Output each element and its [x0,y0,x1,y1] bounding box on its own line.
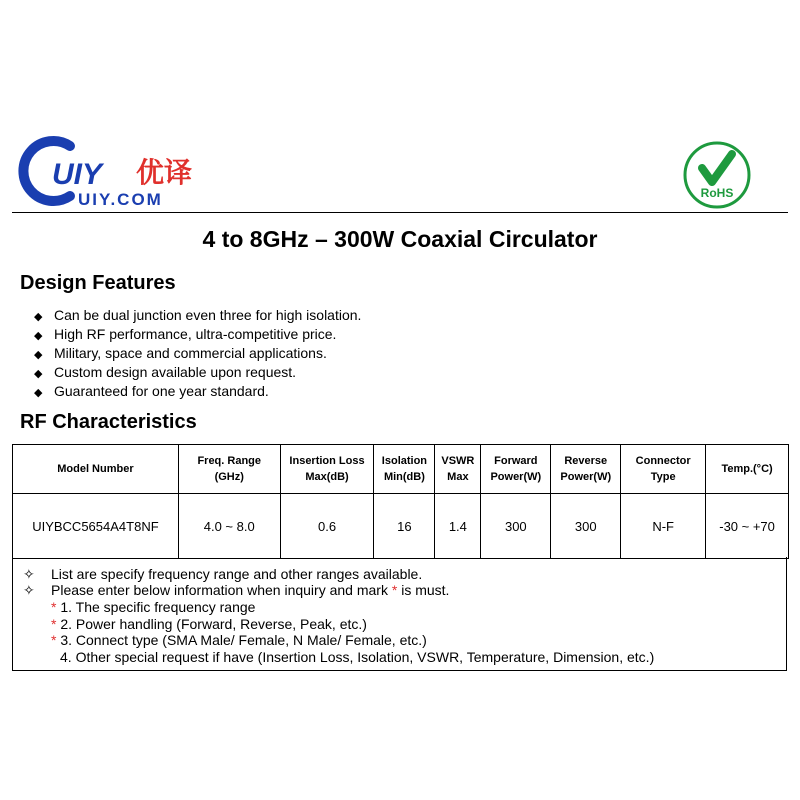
header-divider [12,212,788,213]
note-item: * 2. Power handling (Forward, Reverse, Peak, etc.) [51,616,367,632]
note-line: Please enter below information when inquiry and mark * is must. [51,582,450,598]
cell-reverse-power: 300 [551,494,621,559]
list-item: ◆ Guaranteed for one year standard. [34,382,361,401]
cell-freq-range: 4.0 ~ 8.0 [178,494,280,559]
diamond-bullet-icon: ◆ [34,368,43,380]
table-header-row [13,445,789,494]
logo-domain: UIY.COM [78,190,163,209]
rf-characteristics-heading: RF Characteristics [20,411,197,433]
col-model-number: Model Number [13,445,179,494]
cell-isolation: 16 [374,494,435,559]
cell-model-number: UIYBCC5654A4T8NF [13,494,179,559]
note-item: 4. Other special request if have (Insertion Loss, Isolation, VSWR, Temperature, Dimension, etc.) [60,649,655,665]
col-vswr: VSWR Max [435,445,481,494]
diamond-bullet-icon: ◆ [34,349,43,361]
list-item: ◆ Military, space and commercial applications. [34,344,361,363]
sparkle-bullet-icon: ✧ [23,566,35,582]
diamond-bullet-icon: ◆ [34,330,43,342]
diamond-bullet-icon: ◆ [34,311,43,323]
col-temp: Temp.(°C) [706,445,789,494]
uiy-logo [18,128,233,210]
design-features-heading: Design Features [20,272,176,294]
col-freq-range: Freq. Range (GHz) [178,445,280,494]
col-isolation: Isolation Min(dB) [374,445,435,494]
sparkle-bullet-icon: ✧ [23,582,35,598]
required-star: * [51,616,57,632]
list-item: ◆ Can be dual junction even three for high isolation. [34,306,361,325]
cell-forward-power: 300 [481,494,551,559]
logo-brand-latin: UIY [52,158,103,191]
page-title: 4 to 8GHz – 300W Coaxial Circulator [202,226,598,252]
required-star: * [51,632,57,648]
cell-insertion-loss: 0.6 [280,494,374,559]
logo-brand-chinese: 优译 [136,156,193,189]
cell-vswr: 1.4 [435,494,481,559]
required-star: * [51,599,57,615]
rf-characteristics-table [12,444,789,559]
list-item: ◆ High RF performance, ultra-competitive price. [34,325,361,344]
col-reverse-power: Reverse Power(W) [551,445,621,494]
design-features-list [34,306,361,401]
cell-temp: -30 ~ +70 [706,494,789,559]
col-forward-power: Forward Power(W) [481,445,551,494]
diamond-bullet-icon: ◆ [34,387,43,399]
rohs-label: RoHS [700,186,734,200]
col-connector-type: Connector Type [621,445,706,494]
cell-connector-type: N-F [621,494,706,559]
col-insertion-loss: Insertion Loss Max(dB) [280,445,374,494]
rohs-badge [682,140,752,210]
list-item: ◆ Custom design available upon request. [34,363,361,382]
note-item: * 1. The specific frequency range [51,599,256,615]
table-row [13,494,789,559]
note-line: List are specify frequency range and other ranges available. [51,566,423,582]
required-star: * [391,582,398,598]
notes-box [12,557,787,671]
note-item: * 3. Connect type (SMA Male/ Female, N Male/ Female, etc.) [51,632,427,648]
